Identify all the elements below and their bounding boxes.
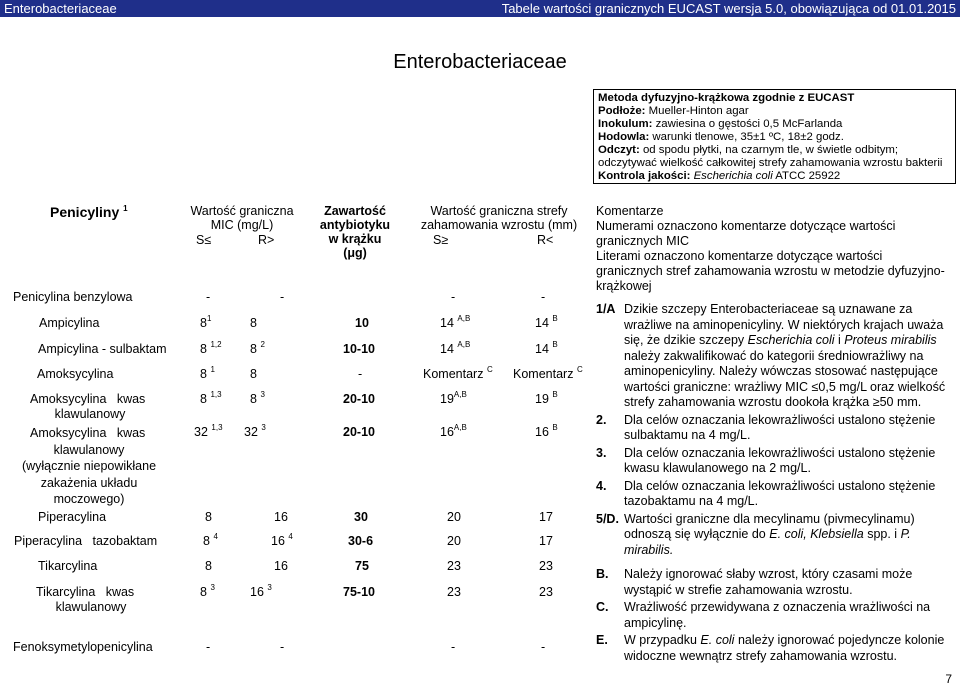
zone-r-header: R< bbox=[537, 233, 554, 247]
note-c: C. Wrażliwość przewidywana z oznaczenia wrażliwości na ampicylinę. bbox=[596, 600, 931, 630]
group-title-sup: 1 bbox=[123, 204, 128, 213]
page-number: 7 bbox=[945, 672, 952, 686]
zone-s: 14 $^{A,B}$ bbox=[440, 314, 471, 330]
zone-r: 14 $^B$ bbox=[535, 340, 558, 356]
mic-r: 8 bbox=[250, 316, 257, 330]
mic-r: 8 $^3$ bbox=[250, 390, 265, 406]
disk-content: 30 bbox=[354, 510, 368, 524]
page-title: Enterobacteriaceae bbox=[393, 51, 567, 73]
zone-r: Komentarz $^C$ bbox=[513, 365, 583, 381]
qc-label: Kontrola jakości: bbox=[598, 170, 691, 182]
mic-r: 16 $^3$ bbox=[250, 583, 272, 599]
disk-header: Zawartość antybiotyku w krążku (μg) bbox=[319, 204, 391, 260]
drug-name: Penicylina benzylowa bbox=[13, 290, 133, 304]
drug-name: Amoksycylina bbox=[37, 367, 114, 381]
drug-name: Amoksycylina kwas klawulanowy (wyłącznie niepowikłane zakażenia układu moczowego) bbox=[21, 426, 157, 506]
disk-content: - bbox=[358, 367, 363, 381]
mic-s: 8 $^{1,3}$ bbox=[200, 390, 222, 406]
drug-name: Amoksycylina kwas klawulanowy bbox=[30, 392, 146, 421]
note-b: B. Należy ignorować słaby wzrost, który czasami może wystąpić w strefie zahamowania wzrostu. bbox=[596, 567, 913, 597]
zone-r: 23 bbox=[539, 585, 553, 599]
disk-content: 10-10 bbox=[343, 342, 375, 356]
zone-r: 16 $^B$ bbox=[535, 423, 558, 439]
disk-content: 10 bbox=[355, 316, 369, 330]
zone-s: 20 bbox=[447, 510, 461, 524]
reading-label: Odczyt: bbox=[598, 144, 640, 156]
mic-r: - bbox=[280, 640, 285, 654]
zone-r: 17 bbox=[539, 534, 553, 548]
note-3: 3. Dla celów oznaczania lekowrażliwości ustalono stężenie kwasu klawulanowego na 2 mg/L. bbox=[596, 445, 936, 475]
note-5d: 5/D. Wartości graniczne dla mecylinamu (pivmecylinamu) odnoszą się wyłącznie do E. coli, Klebsiella spp. i P. mirabilis. bbox=[596, 511, 915, 557]
zone-s: $19^{A,B}$ bbox=[440, 390, 467, 406]
qc-strain: ATCC 25922 bbox=[772, 170, 841, 182]
reading-value-2: odczytywać wielkość całkowitej strefy zahamowania wzrostu bakterii bbox=[598, 157, 943, 169]
mic-s: 8 $^3$ bbox=[200, 583, 215, 599]
disk-content: 30-6 bbox=[348, 534, 374, 548]
zone-s: 23 bbox=[447, 559, 461, 573]
zone-s: 23 bbox=[447, 585, 461, 599]
mic-header: Wartość graniczna MIC (mg/L) bbox=[190, 204, 294, 232]
mic-r-header: R> bbox=[258, 233, 275, 247]
note-2: 2. Dla celów oznaczania lekowrażliwości ustalono stężenie sulbaktamu na 4 mg/L. bbox=[596, 412, 936, 442]
zone-r: - bbox=[541, 290, 546, 304]
mic-r: 8 $^2$ bbox=[250, 340, 265, 356]
running-header bbox=[0, 0, 960, 17]
zone-s: 14 $^{A,B}$ bbox=[440, 340, 471, 356]
drug-name: Tikarcylina bbox=[38, 559, 98, 573]
drug-name: Tikarcylina kwas klawulanowy bbox=[36, 585, 135, 614]
zone-s: 20 bbox=[447, 534, 461, 548]
mic-r: 8 bbox=[250, 367, 257, 381]
zone-s: - bbox=[451, 290, 456, 304]
disk-content: 20-10 bbox=[343, 392, 375, 406]
comments-notes bbox=[596, 302, 956, 666]
mic-r: 16 bbox=[274, 559, 288, 573]
mic-s: - bbox=[206, 290, 211, 304]
zone-s-header: S≥ bbox=[433, 233, 449, 247]
method-box bbox=[593, 89, 956, 184]
drug-name: Piperacylina bbox=[38, 510, 107, 524]
disk-content: 75 bbox=[355, 559, 369, 573]
incubation-label: Hodowla: bbox=[598, 131, 650, 143]
zone-r: 23 bbox=[539, 559, 553, 573]
mic-s: 8 bbox=[205, 510, 212, 524]
group-title: Penicyliny $^1$ bbox=[50, 204, 128, 220]
drug-name: Fenoksymetylopenicylina bbox=[13, 640, 153, 654]
drug-name: Ampicylina bbox=[39, 316, 100, 330]
drug-name: Ampicylina - sulbaktam bbox=[38, 342, 167, 356]
disk-content: 20-10 bbox=[343, 425, 375, 439]
mic-s: 8 $^1$ bbox=[200, 365, 215, 381]
mic-s: $8^1$ bbox=[200, 314, 212, 330]
note-1a: 1/A Dzikie szczepy Enterobacteriaceae są uznawane za wrażliwe na aminopenicyliny. W niektórych krajach uważa się, że dzikie szczepy Escherichia coli i Proteus mirabilis należy zakwalifikować do kategorii średniowrażliwy na aminopenicyliny. Należy wówczas stosować następujące wartości graniczne: wrażliwy MIC ≤0,5 mg/L oraz wielkość strefy zahamowania wzrostu dookoła krążka ≥50 mm. bbox=[596, 302, 946, 409]
incubation-value: warunki tlenowe, 35±1 ºC, 18±2 godz. bbox=[649, 131, 844, 143]
mic-s: 32 $^{1,3}$ bbox=[194, 423, 223, 439]
zone-r: 17 bbox=[539, 510, 553, 524]
note-e: E. W przypadku E. coli należy ignorować pojedyncze kolonie widoczne wewnątrz strefy zahamowania wzrostu. bbox=[596, 633, 945, 663]
zone-r: 19 $^B$ bbox=[535, 390, 558, 406]
method-line: Metoda dyfuzyjno-krążkowa zgodnie z EUCAST bbox=[598, 92, 855, 104]
header-left: Enterobacteriaceae bbox=[4, 1, 117, 16]
qc-organism: Escherichia coli bbox=[690, 170, 773, 182]
zone-s: $16^{A,B}$ bbox=[440, 423, 467, 439]
note-4: 4. Dla celów oznaczania lekowrażliwości ustalono stężenie tazobaktamu na 4 mg/L. bbox=[596, 478, 936, 508]
mic-s: 8 $^4$ bbox=[203, 532, 218, 548]
mic-s: - bbox=[206, 640, 211, 654]
disk-content: 75-10 bbox=[343, 585, 375, 599]
mic-s-header: S≤ bbox=[196, 233, 212, 247]
reading-value: od spodu płytki, na czarnym tle, w świetle odbitym; bbox=[639, 144, 899, 156]
mic-r: 16 $^4$ bbox=[271, 532, 293, 548]
medium-value: Mueller-Hinton agar bbox=[645, 105, 749, 117]
mic-s: 8 bbox=[205, 559, 212, 573]
zone-s: - bbox=[451, 640, 456, 654]
mic-s: 8 $^{1,2}$ bbox=[200, 340, 222, 356]
drug-name: Piperacylina tazobaktam bbox=[14, 534, 158, 548]
zone-r: - bbox=[541, 640, 546, 654]
zone-s: Komentarz $^C$ bbox=[423, 365, 493, 381]
inoculum-label: Inokulum: bbox=[598, 118, 653, 130]
comments-header: Komentarze Numerami oznaczono komentarze dotyczące wartości granicznych MIC Literami oznaczono komentarze dotyczące wartości granicznych stref zahamowania wzrostu w metodzie dyfuzyjno- krążkowej bbox=[596, 204, 945, 293]
header-right: Tabele wartości granicznych EUCAST wersja 5.0, obowiązująca od 01.01.2015 bbox=[501, 1, 956, 16]
mic-r: 32 $^3$ bbox=[244, 423, 266, 439]
zone-header: Wartość graniczna strefy zahamowania wzrostu (mm) bbox=[420, 204, 578, 232]
inoculum-value: zawiesina o gęstości 0,5 McFarlanda bbox=[652, 118, 843, 130]
medium-label: Podłoże: bbox=[598, 105, 646, 117]
zone-r: 14 $^B$ bbox=[535, 314, 558, 330]
mic-r: 16 bbox=[274, 510, 288, 524]
mic-r: - bbox=[280, 290, 285, 304]
